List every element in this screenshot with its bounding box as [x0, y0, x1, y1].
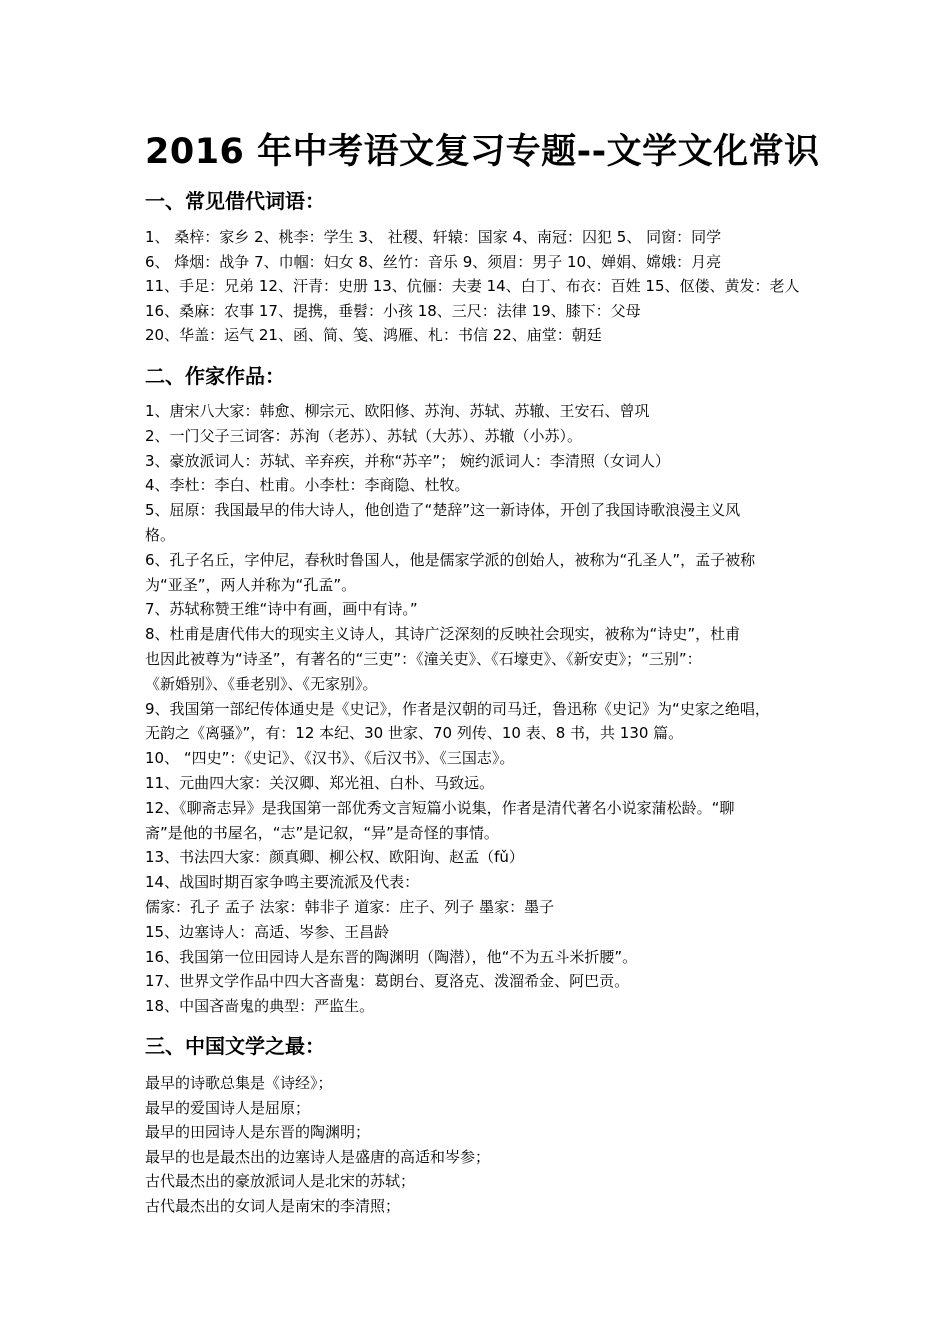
text-line: 最早的田园诗人是东晋的陶渊明； — [145, 1123, 371, 1142]
text-line: 斋”是他的书屋名，“志”是记叙，“异”是奇怪的事情。 — [145, 823, 499, 842]
text-line: 2、一门父子三词客：苏洵（老苏）、苏轼（大苏）、苏辙（小苏）。 — [145, 426, 583, 445]
section-heading-literature-firsts: 三、中国文学之最： — [145, 1034, 325, 1058]
text-line: 13、书法四大家：颜真卿、柳公权、欧阳询、赵孟（fǔ） — [145, 848, 524, 867]
section-heading-borrowed-words: 一、常见借代词语： — [145, 189, 325, 213]
text-line: 11、手足：兄弟 12、汗青：史册 13、伉俪：夫妻 14、白丁、布衣：百姓 15、伛偻、黄发：老人 — [145, 277, 800, 296]
text-line: 5、屈原：我国最早的伟大诗人，他创造了“楚辞”这一新诗体，开创了我国诗歌浪漫主义风 — [145, 501, 741, 520]
text-line: 12、《聊斋志异》是我国第一部优秀文言短篇小说集，作者是清代著名小说家蒲松龄。“聊 — [145, 798, 735, 817]
text-line: 最早的诗歌总集是《诗经》； — [145, 1074, 333, 1092]
text-line: 10、 “四史”：《史记》、《汉书》、《后汉书》、《三国志》。 — [145, 749, 515, 768]
text-line: 11、元曲四大家：关汉卿、郑光祖、白朴、马致远。 — [145, 773, 495, 792]
text-line: 为“亚圣”，两人并称为“孔孟”。 — [145, 575, 357, 594]
section-body-authors-works — [145, 399, 810, 1019]
text-line: 20、华盖：运气 21、函、简、笺、鸿雁、札：书信 22、庙堂：朝廷 — [145, 326, 602, 345]
text-line: 古代最杰出的豪放派词人是北宋的苏轼； — [145, 1172, 416, 1191]
text-line: 格。 — [145, 525, 176, 544]
document-title: 2016 年中考语文复习专题--文学文化常识 — [145, 132, 820, 172]
text-line: 《新婚别》、《垂老别》、《无家别》。 — [145, 674, 378, 693]
text-line: 1、 桑梓：家乡 2、桃李：学生 3、 社稷、轩辕：国家 4、南冠：囚犯 5、 同窗：同学 — [145, 228, 722, 246]
section-body-borrowed-words — [145, 225, 810, 348]
text-line: 6、孔子名丘，字仲尼，春秋时鲁国人，他是儒家学派的创始人，被称为“孔圣人”，孟子被称 — [145, 550, 756, 569]
text-line: 9、我国第一部纪传体通史是《史记》，作者是汉朝的司马迁，鲁迅称《史记》为“史家之绝唱， — [145, 699, 770, 718]
text-line: 8、杜甫是唐代伟大的现实主义诗人，其诗广泛深刻的反映社会现实，被称为“诗史”，杜甫 — [145, 625, 741, 644]
section-heading-authors-works: 二、作家作品： — [145, 364, 285, 388]
text-line: 6、 烽烟：战争 7、巾帼：妇女 8、丝竹：音乐 9、须眉：男子 10、婵娟、嫦娥：月亮 — [145, 252, 722, 271]
text-line: 16、桑麻：农事 17、提携，垂髫：小孩 18、三尺：法律 19、膝下：父母 — [145, 301, 641, 320]
text-line: 16、我国第一位田园诗人是东晋的陶渊明（陶潜），他“不为五斗米折腰”。 — [145, 947, 638, 966]
text-line: 15、边塞诗人：高适、岑参、王昌龄 — [145, 922, 390, 941]
text-line: 18、中国吝啬鬼的典型：严监生。 — [145, 997, 375, 1016]
text-line: 也因此被尊为“诗圣”，有著名的“三吏”：《潼关吏》、《石壕吏》、《新安吏》；“三别”： — [145, 649, 702, 668]
text-line: 3、豪放派词人：苏轼、辛弃疾，并称“苏辛”； 婉约派词人：李清照（女词人） — [145, 451, 670, 470]
text-line: 最早的也是最杰出的边塞诗人是盛唐的高适和岑参； — [145, 1147, 491, 1166]
text-line: 14、战国时期百家争鸣主要流派及代表： — [145, 873, 420, 892]
text-line: 儒家：孔子 孟子 法家：韩非子 道家：庄子、列子 墨家：墨子 — [145, 897, 555, 916]
text-line: 4、李杜：李白、杜甫。小李杜：李商隐、杜牧。 — [145, 476, 470, 495]
section-body-literature-firsts — [145, 1071, 810, 1219]
text-line: 7、苏轼称赞王维“诗中有画，画中有诗。” — [145, 600, 418, 619]
text-line: 古代最杰出的女词人是南宋的李清照； — [145, 1196, 401, 1215]
text-line: 17、世界文学作品中四大吝啬鬼：葛朗台、夏洛克、泼溜希金、阿巴贡。 — [145, 972, 630, 991]
text-line: 无韵之《离骚》”，有：12 本纪、30 世家、70 列传、10 表、8 书，共 130 篇。 — [145, 724, 684, 743]
text-line: 1、唐宋八大家：韩愈、柳宗元、欧阳修、苏洵、苏轼、苏辙、王安石、曾巩 — [145, 402, 650, 420]
text-line: 最早的爱国诗人是屈原； — [145, 1098, 311, 1117]
